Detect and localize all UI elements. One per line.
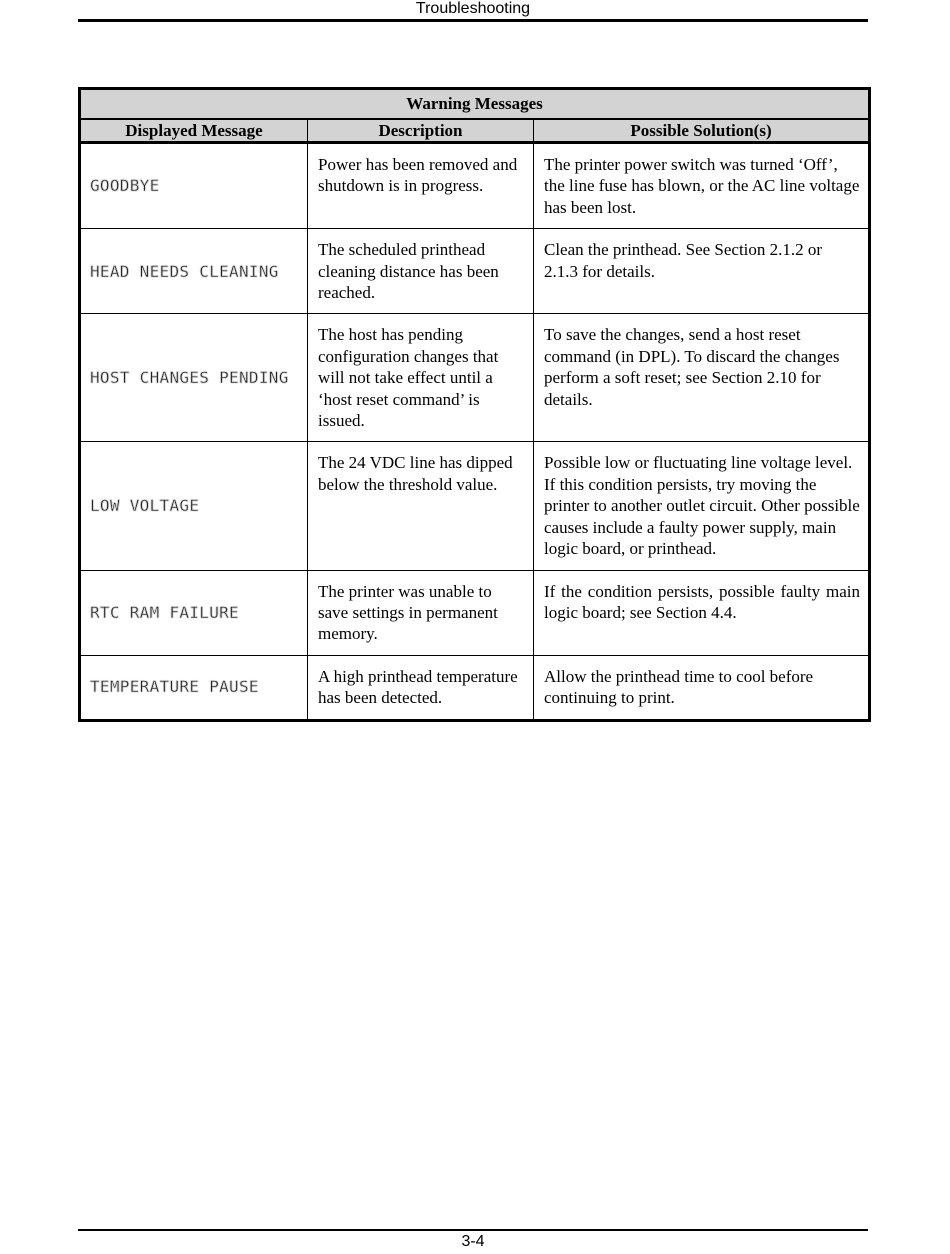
displayed-message-cell: RTC RAM FAILURE — [80, 570, 308, 655]
table-row — [80, 314, 870, 442]
table-row — [80, 570, 870, 655]
column-header-possible-solutions: Possible Solution(s) — [534, 119, 870, 143]
description-cell: The host has pending configuration changes that will not take effect until a ‘host reset command’ is issued. — [308, 314, 534, 442]
page-number: 3-4 — [78, 1229, 868, 1252]
description-cell: The 24 VDC line has dipped below the threshold value. — [308, 442, 534, 570]
solution-cell: Allow the printhead time to cool before continuing to print. — [534, 655, 870, 720]
solution-cell: The printer power switch was turned ‘Off’, the line fuse has blown, or the AC line voltage has been lost. — [534, 143, 870, 229]
solution-cell: Clean the printhead. See Section 2.1.2 or 2.1.3 for details. — [534, 229, 870, 314]
table-row — [80, 229, 870, 314]
displayed-message-cell: GOODBYE — [80, 143, 308, 229]
displayed-message-cell: TEMPERATURE PAUSE — [80, 655, 308, 720]
displayed-message-cell: LOW VOLTAGE — [80, 442, 308, 570]
column-header-description: Description — [308, 119, 534, 143]
solution-cell: Possible low or fluctuating line voltage level. If this condition persists, try moving the printer to another outlet circuit. Other possible causes include a faulty power supply, main logic board, or printhead. — [534, 442, 870, 570]
column-header-displayed-message: Displayed Message — [80, 119, 308, 143]
displayed-message-cell: HOST CHANGES PENDING — [80, 314, 308, 442]
warning-messages-table — [78, 87, 871, 722]
table-title: Warning Messages — [80, 89, 870, 120]
description-cell: A high printhead temperature has been detected. — [308, 655, 534, 720]
solution-cell: If the condition persists, possible faulty main logic board; see Section 4.4. — [534, 570, 870, 655]
table-row — [80, 655, 870, 720]
displayed-message-cell: HEAD NEEDS CLEANING — [80, 229, 308, 314]
description-cell: The scheduled printhead cleaning distance has been reached. — [308, 229, 534, 314]
table-row — [80, 442, 870, 570]
description-cell: The printer was unable to save settings in permanent memory. — [308, 570, 534, 655]
table-row — [80, 143, 870, 229]
solution-cell: To save the changes, send a host reset command (in DPL). To discard the changes perform a soft reset; see Section 2.10 for details. — [534, 314, 870, 442]
description-cell: Power has been removed and shutdown is in progress. — [308, 143, 534, 229]
page-header: Troubleshooting — [78, 0, 868, 22]
